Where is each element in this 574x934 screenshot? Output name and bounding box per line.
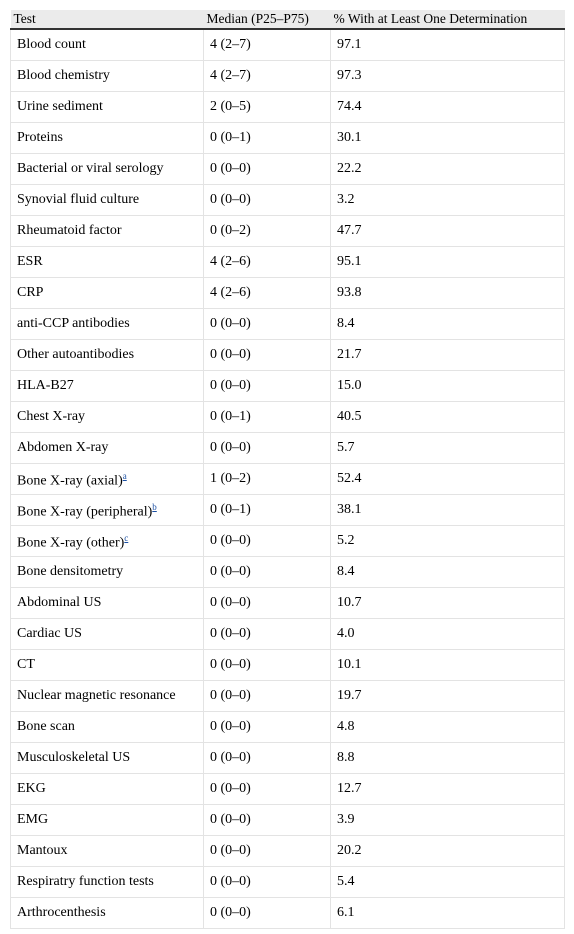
cell-test bbox=[11, 61, 204, 92]
cell-percent: 6.1 bbox=[331, 898, 565, 929]
cell-median: 0 (0–0) bbox=[204, 371, 331, 402]
table-row bbox=[11, 588, 565, 619]
table-row bbox=[11, 526, 565, 557]
test-name: CRP bbox=[17, 285, 44, 300]
table-body bbox=[11, 29, 565, 929]
cell-median: 0 (0–0) bbox=[204, 743, 331, 774]
cell-test bbox=[11, 743, 204, 774]
table-row bbox=[11, 340, 565, 371]
footnote-marker bbox=[152, 500, 157, 513]
cell-median: 0 (0–0) bbox=[204, 867, 331, 898]
cell-percent: 5.2 bbox=[331, 526, 565, 557]
table-row bbox=[11, 29, 565, 61]
table-row bbox=[11, 433, 565, 464]
cell-test bbox=[11, 278, 204, 309]
cell-test bbox=[11, 92, 204, 123]
cell-percent: 10.7 bbox=[331, 588, 565, 619]
table-row bbox=[11, 495, 565, 526]
cell-test bbox=[11, 867, 204, 898]
cell-test bbox=[11, 433, 204, 464]
cell-median: 0 (0–0) bbox=[204, 588, 331, 619]
table-row bbox=[11, 464, 565, 495]
cell-test bbox=[11, 557, 204, 588]
table-row bbox=[11, 402, 565, 433]
test-name: EKG bbox=[17, 781, 46, 796]
table-row bbox=[11, 898, 565, 929]
cell-median: 2 (0–5) bbox=[204, 92, 331, 123]
cell-median: 0 (0–0) bbox=[204, 433, 331, 464]
test-name: ESR bbox=[17, 254, 43, 269]
cell-test bbox=[11, 29, 204, 61]
test-name: Mantoux bbox=[17, 843, 68, 858]
test-name: Synovial fluid culture bbox=[17, 192, 140, 207]
table-container bbox=[10, 10, 564, 929]
header-row bbox=[11, 10, 565, 29]
footnote-link[interactable]: a bbox=[122, 470, 127, 481]
header-median: Median (P25–P75) bbox=[204, 10, 331, 29]
cell-percent: 97.1 bbox=[331, 29, 565, 61]
test-name: Nuclear magnetic resonance bbox=[17, 688, 176, 703]
cell-median: 0 (0–0) bbox=[204, 836, 331, 867]
cell-percent: 93.8 bbox=[331, 278, 565, 309]
cell-median: 4 (2–7) bbox=[204, 61, 331, 92]
cell-median: 0 (0–0) bbox=[204, 340, 331, 371]
table-row bbox=[11, 743, 565, 774]
cell-percent: 8.8 bbox=[331, 743, 565, 774]
cell-percent: 3.9 bbox=[331, 805, 565, 836]
cell-percent: 15.0 bbox=[331, 371, 565, 402]
table-row bbox=[11, 650, 565, 681]
cell-percent: 21.7 bbox=[331, 340, 565, 371]
cell-test bbox=[11, 681, 204, 712]
cell-median: 0 (0–0) bbox=[204, 309, 331, 340]
test-name: Rheumatoid factor bbox=[17, 223, 122, 238]
cell-test bbox=[11, 340, 204, 371]
header-test: Test bbox=[11, 10, 204, 29]
cell-median: 0 (0–0) bbox=[204, 774, 331, 805]
test-name: Proteins bbox=[17, 130, 63, 145]
cell-test bbox=[11, 495, 204, 526]
table-row bbox=[11, 92, 565, 123]
cell-percent: 4.0 bbox=[331, 619, 565, 650]
cell-test bbox=[11, 185, 204, 216]
footnote-link[interactable]: b bbox=[152, 501, 157, 512]
cell-median: 0 (0–1) bbox=[204, 402, 331, 433]
cell-median: 0 (0–0) bbox=[204, 681, 331, 712]
table-row bbox=[11, 805, 565, 836]
cell-median: 0 (0–2) bbox=[204, 216, 331, 247]
cell-median: 4 (2–7) bbox=[204, 29, 331, 61]
table-row bbox=[11, 712, 565, 743]
test-name: Chest X-ray bbox=[17, 409, 86, 424]
cell-percent: 20.2 bbox=[331, 836, 565, 867]
cell-median: 0 (0–0) bbox=[204, 154, 331, 185]
cell-median: 0 (0–0) bbox=[204, 185, 331, 216]
test-name: Blood count bbox=[17, 37, 86, 52]
cell-test bbox=[11, 216, 204, 247]
cell-median: 0 (0–0) bbox=[204, 557, 331, 588]
test-name: Abdominal US bbox=[17, 595, 102, 610]
cell-percent: 3.2 bbox=[331, 185, 565, 216]
cell-median: 0 (0–0) bbox=[204, 619, 331, 650]
test-name: Bone densitometry bbox=[17, 564, 124, 579]
cell-test bbox=[11, 526, 204, 557]
test-name: CT bbox=[17, 657, 35, 672]
cell-test bbox=[11, 123, 204, 154]
cell-test bbox=[11, 588, 204, 619]
cell-test bbox=[11, 309, 204, 340]
cell-median: 1 (0–2) bbox=[204, 464, 331, 495]
test-name: Abdomen X-ray bbox=[17, 440, 109, 455]
table-row bbox=[11, 309, 565, 340]
test-name: Cardiac US bbox=[17, 626, 82, 641]
cell-test bbox=[11, 619, 204, 650]
test-name: Blood chemistry bbox=[17, 68, 110, 83]
cell-percent: 38.1 bbox=[331, 495, 565, 526]
table-row bbox=[11, 774, 565, 805]
table-row bbox=[11, 371, 565, 402]
footnote-marker bbox=[123, 469, 127, 482]
cell-median: 0 (0–1) bbox=[204, 123, 331, 154]
cell-median: 4 (2–6) bbox=[204, 278, 331, 309]
cell-test bbox=[11, 650, 204, 681]
test-name: Musculoskeletal US bbox=[17, 750, 131, 765]
cell-test bbox=[11, 247, 204, 278]
cell-percent: 74.4 bbox=[331, 92, 565, 123]
table-row bbox=[11, 247, 565, 278]
table-row bbox=[11, 619, 565, 650]
cell-test bbox=[11, 402, 204, 433]
tests-table bbox=[10, 10, 565, 929]
cell-median: 0 (0–0) bbox=[204, 650, 331, 681]
cell-test bbox=[11, 464, 204, 495]
footnote-marker bbox=[124, 531, 128, 544]
cell-test bbox=[11, 154, 204, 185]
cell-median: 0 (0–1) bbox=[204, 495, 331, 526]
table-row bbox=[11, 185, 565, 216]
test-name: Bone X-ray (other) bbox=[17, 535, 125, 551]
table-row bbox=[11, 867, 565, 898]
cell-percent: 4.8 bbox=[331, 712, 565, 743]
cell-percent: 30.1 bbox=[331, 123, 565, 154]
cell-median: 0 (0–0) bbox=[204, 526, 331, 557]
table-row bbox=[11, 557, 565, 588]
table-row bbox=[11, 681, 565, 712]
cell-test bbox=[11, 774, 204, 805]
cell-percent: 52.4 bbox=[331, 464, 565, 495]
cell-test bbox=[11, 898, 204, 929]
cell-percent: 8.4 bbox=[331, 309, 565, 340]
cell-percent: 47.7 bbox=[331, 216, 565, 247]
test-name: EMG bbox=[17, 812, 49, 827]
table-row bbox=[11, 216, 565, 247]
test-name: Respiratry function tests bbox=[17, 874, 154, 889]
cell-median: 0 (0–0) bbox=[204, 898, 331, 929]
table-row bbox=[11, 836, 565, 867]
cell-percent: 5.7 bbox=[331, 433, 565, 464]
test-name: Bone X-ray (axial) bbox=[17, 473, 123, 489]
test-name: Bone X-ray (peripheral) bbox=[17, 504, 153, 520]
cell-test bbox=[11, 836, 204, 867]
test-name: Other autoantibodies bbox=[17, 347, 135, 362]
table-row bbox=[11, 154, 565, 185]
cell-percent: 95.1 bbox=[331, 247, 565, 278]
cell-percent: 5.4 bbox=[331, 867, 565, 898]
cell-test bbox=[11, 805, 204, 836]
cell-percent: 22.2 bbox=[331, 154, 565, 185]
cell-percent: 19.7 bbox=[331, 681, 565, 712]
table-header bbox=[11, 10, 565, 29]
table-row bbox=[11, 278, 565, 309]
test-name: anti-CCP antibodies bbox=[17, 316, 130, 331]
cell-median: 0 (0–0) bbox=[204, 805, 331, 836]
cell-test bbox=[11, 371, 204, 402]
header-percent: % With at Least One Determination bbox=[331, 10, 565, 29]
cell-percent: 8.4 bbox=[331, 557, 565, 588]
cell-percent: 10.1 bbox=[331, 650, 565, 681]
footnote-link[interactable]: c bbox=[124, 532, 129, 543]
cell-percent: 40.5 bbox=[331, 402, 565, 433]
test-name: HLA-B27 bbox=[17, 378, 74, 393]
table-row bbox=[11, 61, 565, 92]
test-name: Urine sediment bbox=[17, 99, 103, 114]
test-name: Bone scan bbox=[17, 719, 75, 734]
cell-median: 4 (2–6) bbox=[204, 247, 331, 278]
cell-median: 0 (0–0) bbox=[204, 712, 331, 743]
cell-percent: 97.3 bbox=[331, 61, 565, 92]
test-name: Arthrocenthesis bbox=[17, 905, 106, 920]
cell-test bbox=[11, 712, 204, 743]
cell-percent: 12.7 bbox=[331, 774, 565, 805]
test-name: Bacterial or viral serology bbox=[17, 161, 164, 176]
table-row bbox=[11, 123, 565, 154]
